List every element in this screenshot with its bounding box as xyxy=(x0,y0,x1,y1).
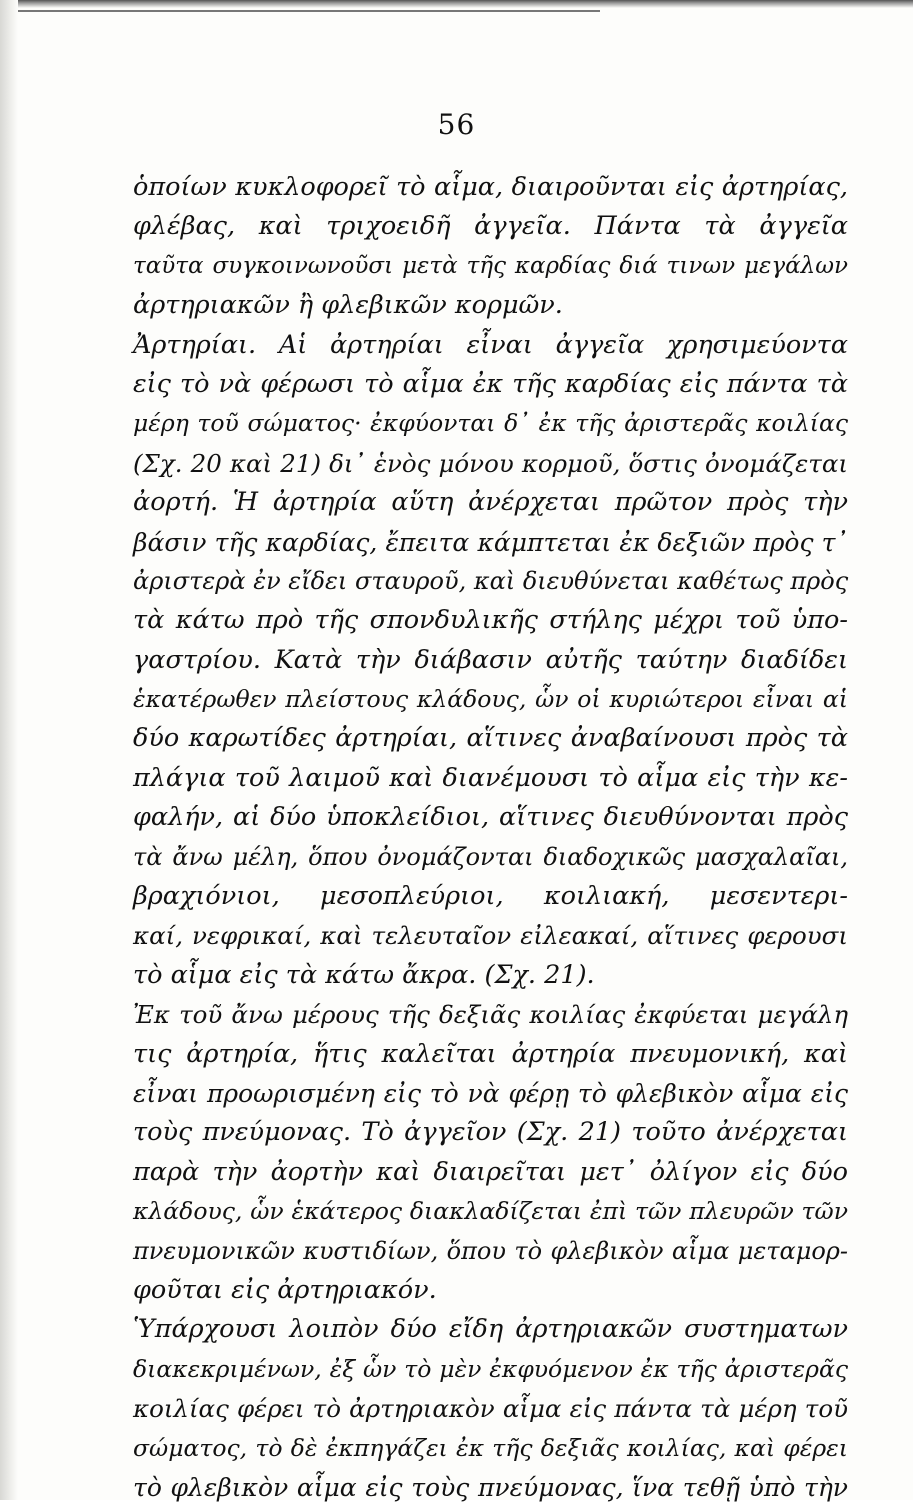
text-line: Ἀρτηρίαι. Αἱ ἀρτηρίαι εἶναι ἀγγεῖα χρησιμεύοντα xyxy=(133,329,848,360)
text-line: (Σχ. 20 καὶ 21) δι᾽ ἑνὸς μόνου κορμοῦ, ὅστις ὀνομάζεται xyxy=(133,448,848,478)
text-line: βραχιόνιοι, μεσοπλεύριοι, κοιλιακή, μεσεντερι- xyxy=(133,881,848,912)
text-line: τὸ φλεβικὸν αἷμα εἰς τοὺς πνεύμονας, ἵνα τεθῇ ὑπὸ τὴν xyxy=(133,1472,848,1502)
text-line: εἶναι προωρισμένη εἰς τὸ νὰ φέρῃ τὸ φλεβικὸν αἷμα εἰς xyxy=(133,1078,848,1108)
text-line: βάσιν τῆς καρδίας, ἔπειτα κάμπτεται ἐκ δεξιῶν πρὸς τ᾽ xyxy=(133,527,848,557)
text-line: ἀριστερὰ ἐν εἴδει σταυροῦ, καὶ διευθύνεται καθέτως πρὸς xyxy=(133,566,849,595)
text-line: διακεκριμένων, ἐξ ὧν τὸ μὲν ἐκφυόμενον ἐκ τῆς ἀριστερᾶς xyxy=(133,1354,848,1383)
page-top-edge xyxy=(0,0,913,8)
text-line: παρὰ τὴν ἀορτὴν καὶ διαιρεῖται μετ᾽ ὀλίγον εἰς δύο xyxy=(133,1156,848,1187)
page-top-rule xyxy=(0,10,600,12)
page-number: 56 xyxy=(437,108,476,141)
text-line: ἀρτηριακῶν ἢ φλεβικῶν κορμῶν. xyxy=(133,290,563,321)
text-line: τὸ αἷμα εἰς τὰ κάτω ἄκρα. (Σχ. 21). xyxy=(133,959,595,990)
text-line: φοῦται εἰς ἀρτηριακόν. xyxy=(133,1274,437,1305)
text-line: σώματος, τὸ δὲ ἐκπηγάζει ἐκ τῆς δεξιᾶς κοιλίας, καὶ φέρει xyxy=(133,1433,848,1462)
text-line: Ἐκ τοῦ ἄνω μέρους τῆς δεξιᾶς κοιλίας ἐκφύεται μεγάλη xyxy=(133,1000,848,1030)
text-line: τὰ κάτω πρὸ τῆς σπονδυλικῆς στήλης μέχρι τοῦ ὑπο- xyxy=(133,605,848,636)
text-line: δύο καρωτίδες ἀρτηρίαι, αἵτινες ἀναβαίνουσι πρὸς τὰ xyxy=(133,723,848,754)
text-line: φαλήν, αἱ δύο ὑποκλείδιοι, αἵτινες διευθύνονται πρὸς xyxy=(133,802,848,833)
text-line: ὁποίων κυκλοφορεῖ τὸ αἷμα, διαιροῦνται εἰς ἀρτηρίας, xyxy=(133,172,848,202)
page-binding-shadow xyxy=(0,0,18,1500)
text-line: εἰς τὸ νὰ φέρωσι τὸ αἷμα ἐκ τῆς καρδίας εἰς πάντα τὰ xyxy=(133,368,848,399)
text-line: ταῦτα συγκοινωνοῦσι μετὰ τῆς καρδίας διά τινων μεγάλων xyxy=(133,252,848,279)
text-line: Ὑπάρχουσι λοιπὸν δύο εἴδη ἀρτηριακῶν συστηματων xyxy=(133,1314,848,1345)
body-text xyxy=(133,168,848,1507)
text-line: τὰ ἄνω μέλη, ὅπου ὀνομάζονται διαδοχικῶς μασχαλαῖαι, xyxy=(133,842,848,871)
text-line: καί, νεφρικαί, καὶ τελευταῖον εἰλεακαί, αἵτινες φερουσι xyxy=(133,921,848,951)
text-line: ἀορτή. Ἡ ἀρτηρία αὕτη ἀνέρχεται πρῶτον πρὸς τὴν xyxy=(133,487,848,518)
text-line: κοιλίας φέρει τὸ ἀρτηριακὸν αἷμα εἰς πάντα τὰ μέρη τοῦ xyxy=(133,1394,848,1424)
text-line: τοὺς πνεύμονας. Τὸ ἀγγεῖον (Σχ. 21) τοῦτο ἀνέρχεται xyxy=(133,1117,848,1148)
text-line: φλέβας, καὶ τριχοειδῆ ἀγγεῖα. Πάντα τὰ ἀγγεῖα xyxy=(133,211,848,242)
text-line: μέρη τοῦ σώματος· ἐκφύονται δ᾽ ἐκ τῆς ἀριστερᾶς κοιλίας xyxy=(133,409,848,438)
text-line: ἑκατέρωθεν πλείστους κλάδους, ὧν οἱ κυριώτεροι εἶναι αἱ xyxy=(133,685,848,714)
text-line: κλάδους, ὧν ἑκάτερος διακλαδίζεται ἐπὶ τῶν πλευρῶν τῶν xyxy=(133,1197,848,1226)
text-line: τις ἀρτηρία, ἥτις καλεῖται ἀρτηρία πνευμονική, καὶ xyxy=(133,1038,848,1069)
text-line: γαστρίου. Κατὰ τὴν διάβασιν αὐτῆς ταύτην διαδίδει xyxy=(133,644,848,675)
text-line: πλάγια τοῦ λαιμοῦ καὶ διανέμουσι τὸ αἷμα εἰς τὴν κε- xyxy=(133,762,848,793)
text-line: πνευμονικῶν κυστιδίων, ὅπου τὸ φλεβικὸν αἷμα μεταμορ- xyxy=(133,1236,848,1265)
